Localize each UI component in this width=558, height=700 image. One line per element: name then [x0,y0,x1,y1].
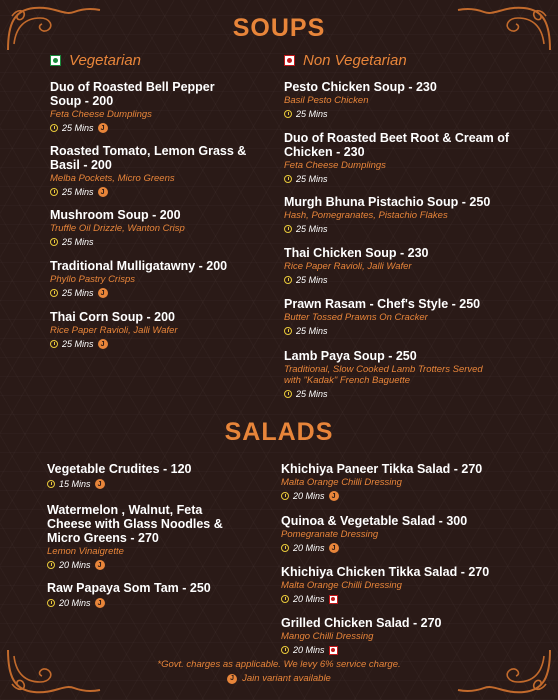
prep-time: 25 Mins J [50,123,245,133]
menu-item [47,503,247,570]
menu-item [284,195,534,234]
menu-item [50,310,270,349]
menu-item [281,616,541,655]
menu-item [284,297,534,336]
menu-item [50,208,270,247]
item-description: Feta Cheese Dumplings [50,109,152,120]
clock-icon [281,492,289,500]
item-description: Truffle Oil Drizzle, Wanton Crisp [50,223,185,234]
item-name: Pesto Chicken Soup - 230 [284,80,437,94]
item-description: Rice Paper Ravioli, Jalli Wafer [50,325,178,336]
item-description: Pomegranate Dressing [281,529,379,540]
menu-item [284,80,524,119]
item-name: Quinoa & Vegetable Salad - 300 [281,514,468,528]
prep-time: 25 Mins [50,237,270,247]
item-name: Khichiya Paneer Tikka Salad - 270 [281,462,483,476]
item-description: Malta Orange Chilli Dressing [281,580,402,591]
item-name: Prawn Rasam - Chef's Style - 250 [284,297,481,311]
jain-note-text: Jain variant available [242,673,331,684]
clock-icon [284,276,292,284]
menu-item [50,259,270,298]
item-name: Murgh Bhuna Pistachio Soup - 250 [284,195,491,209]
prep-time: 25 Mins J [50,288,270,298]
menu-item [284,246,534,285]
menu-item [284,349,484,399]
veg-mark-icon [50,55,61,66]
clock-icon [284,390,292,398]
clock-icon [281,544,289,552]
item-description: Malta Orange Chilli Dressing [281,477,402,488]
prep-time: 25 Mins [284,326,534,336]
clock-icon [50,188,58,196]
jain-icon: J [98,187,108,197]
menu-item [47,581,267,608]
item-description: Feta Cheese Dumplings [284,160,386,171]
item-description: Melba Pockets, Micro Greens [50,173,175,184]
jain-icon: J [98,339,108,349]
prep-time: 25 Mins [284,109,524,119]
clock-icon [284,225,292,233]
jain-icon: J [95,479,105,489]
menu-item [50,80,245,133]
item-name: Lamb Paya Soup - 250 [284,349,417,363]
prep-time: 20 Mins [281,594,541,604]
prep-time: 25 Mins [284,174,514,184]
item-name: Duo of Roasted Bell Pepper Soup - 200 [50,80,215,108]
jain-icon: J [98,123,108,133]
jain-icon: J [329,543,339,553]
menu-item [281,514,541,553]
prep-time: 20 Mins [281,645,541,655]
item-description: Basil Pesto Chicken [284,95,369,106]
clock-icon [47,561,55,569]
clock-icon [281,595,289,603]
clock-icon [284,110,292,118]
clock-icon [50,340,58,348]
prep-time: 25 Mins [284,224,534,234]
menu-item [50,144,250,197]
clock-icon [281,646,289,654]
item-description: Mango Chilli Dressing [281,631,374,642]
service-charge-note: *Govt. charges as applicable. We levy 6% service charge. [157,659,401,670]
clock-icon [284,327,292,335]
jain-icon: J [329,491,339,501]
prep-time: 20 Mins J [47,560,247,570]
jain-icon: J [227,674,237,684]
corner-ornament-icon [4,646,104,696]
nonveg-mark-icon [284,55,295,66]
jain-icon: J [95,598,105,608]
item-description: Hash, Pomegranates, Pistachio Flakes [284,210,448,221]
item-name: Traditional Mulligatawny - 200 [50,259,228,273]
soups-title: SOUPS [232,14,326,42]
clock-icon [284,175,292,183]
item-name: Thai Corn Soup - 200 [50,310,176,324]
prep-time: 25 Mins [284,275,534,285]
prep-time: 20 Mins J [281,543,541,553]
prep-time: 25 Mins J [50,339,270,349]
jain-note [0,673,558,684]
non-vegetarian-label: Non Vegetarian [303,52,407,69]
menu-item [284,131,514,184]
item-name: Mushroom Soup - 200 [50,208,181,222]
jain-icon: J [95,560,105,570]
clock-icon [50,289,58,297]
menu-item [281,565,541,604]
clock-icon [47,480,55,488]
prep-time: 15 Mins J [47,479,267,489]
item-name: Khichiya Chicken Tikka Salad - 270 [281,565,490,579]
menu-item [281,462,541,501]
item-description: Rice Paper Ravioli, Jalli Wafer [284,261,412,272]
item-name: Vegetable Crudites - 120 [47,462,192,476]
item-name: Roasted Tomato, Lemon Grass & Basil - 200 [50,144,247,172]
item-name: Raw Papaya Som Tam - 250 [47,581,211,595]
prep-time: 25 Mins [284,389,484,399]
clock-icon [50,124,58,132]
prep-time: 20 Mins J [281,491,541,501]
prep-time: 20 Mins J [47,598,267,608]
nonveg-mark-icon [329,646,338,655]
salads-title: SALADS [224,418,334,446]
item-description: Phyllo Pastry Crisps [50,274,135,285]
item-description: Lemon Vinaigrette [47,546,124,557]
non-vegetarian-header [284,52,407,69]
vegetarian-label: Vegetarian [69,52,141,69]
item-name: Duo of Roasted Beet Root & Cream of Chicken - 230 [284,131,510,159]
vegetarian-header [50,52,141,69]
clock-icon [47,599,55,607]
clock-icon [50,238,58,246]
item-description: Butter Tossed Prawns On Cracker [284,312,428,323]
menu-item [47,462,267,489]
jain-icon: J [98,288,108,298]
item-name: Watermelon , Walnut, Feta Cheese with Glass Noodles & Micro Greens - 270 [47,503,223,545]
item-name: Grilled Chicken Salad - 270 [281,616,442,630]
nonveg-mark-icon [329,595,338,604]
item-description: Traditional, Slow Cooked Lamb Trotters Served with "Kadak" French Baguette [284,364,483,386]
prep-time: 25 Mins J [50,187,250,197]
item-name: Thai Chicken Soup - 230 [284,246,429,260]
